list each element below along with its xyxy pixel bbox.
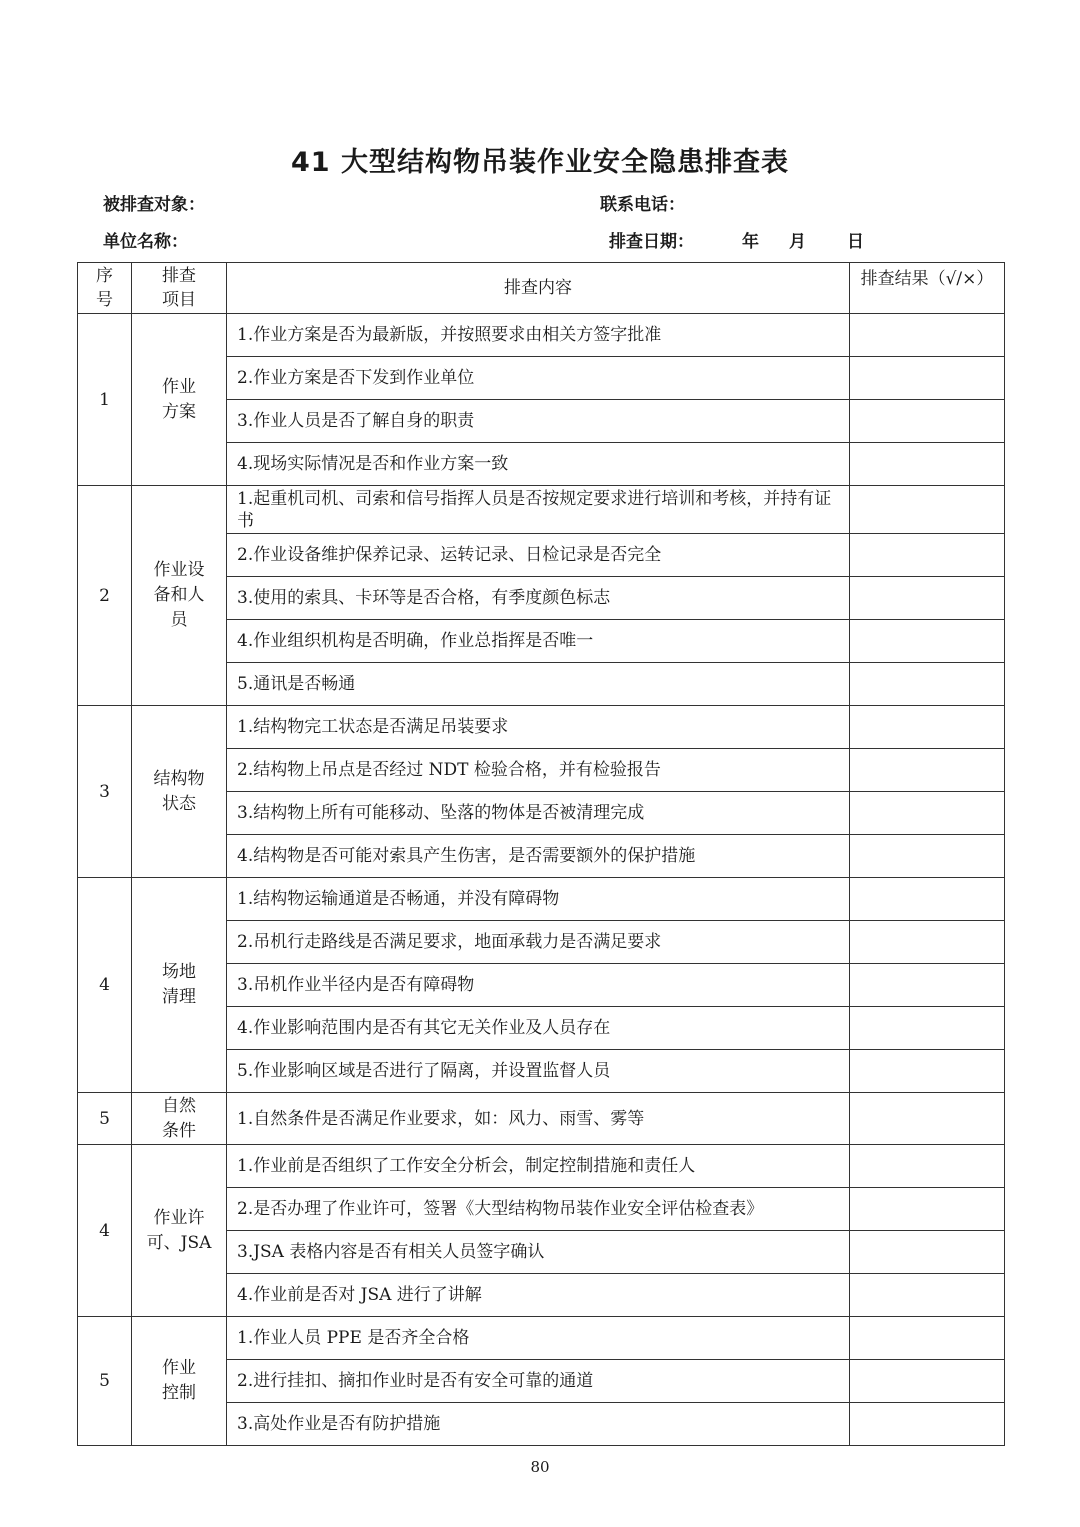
row-content: 3.结构物上所有可能移动、坠落的物体是否被清理完成: [227, 792, 850, 835]
date-label: 排查日期：: [609, 232, 694, 252]
row-seq: 5: [78, 1093, 132, 1145]
row-content: 1.作业前是否组织了工作安全分析会，制定控制措施和责任人: [227, 1145, 850, 1188]
row-item: 作业控制: [132, 1317, 227, 1446]
result-cell[interactable]: [850, 534, 1005, 577]
result-cell[interactable]: [850, 749, 1005, 792]
result-cell[interactable]: [850, 1188, 1005, 1231]
row-item: 场地清理: [132, 878, 227, 1093]
row-seq: 2: [78, 486, 132, 706]
result-cell[interactable]: [850, 400, 1005, 443]
row-content: 3.使用的索具、卡环等是否合格，有季度颜色标志: [227, 577, 850, 620]
row-content: 3.JSA 表格内容是否有相关人员签字确认: [227, 1231, 850, 1274]
row-content: 4.作业前是否对 JSA 进行了讲解: [227, 1274, 850, 1317]
date-month: 月: [789, 232, 806, 252]
header-content: 排查内容: [227, 263, 850, 314]
phone-label: 联系电话：: [600, 195, 685, 215]
result-cell[interactable]: [850, 921, 1005, 964]
row-content: 4.现场实际情况是否和作业方案一致: [227, 443, 850, 486]
result-cell[interactable]: [850, 620, 1005, 663]
result-cell[interactable]: [850, 1317, 1005, 1360]
page-number: 80: [530, 1458, 550, 1476]
row-seq: 3: [78, 706, 132, 878]
row-content: 2.作业方案是否下发到作业单位: [227, 357, 850, 400]
row-seq: 5: [78, 1317, 132, 1446]
row-content: 2.是否办理了作业许可，签署《大型结构物吊装作业安全评估检查表》: [227, 1188, 850, 1231]
table-row: [78, 314, 1005, 357]
row-content: 1.作业人员 PPE 是否齐全合格: [227, 1317, 850, 1360]
result-cell[interactable]: [850, 486, 1005, 534]
header-seq: 序号: [78, 263, 132, 314]
row-item: 作业许可、JSA: [132, 1145, 227, 1317]
row-item: 作业方案: [132, 314, 227, 486]
row-content: 1.自然条件是否满足作业要求，如：风力、雨雪、雾等: [227, 1093, 850, 1145]
inspection-table: [77, 262, 1005, 1446]
result-cell[interactable]: [850, 964, 1005, 1007]
header-result: 排查结果（√/×）: [850, 263, 1005, 314]
inspected-object-label: 被排查对象：: [103, 195, 205, 215]
page-title: 41 大型结构物吊装作业安全隐患排查表: [291, 147, 789, 178]
row-content: 5.通讯是否畅通: [227, 663, 850, 706]
result-cell[interactable]: [850, 1360, 1005, 1403]
result-cell[interactable]: [850, 792, 1005, 835]
result-cell[interactable]: [850, 1145, 1005, 1188]
table-row: [78, 1317, 1005, 1360]
result-cell[interactable]: [850, 706, 1005, 749]
row-content: 3.吊机作业半径内是否有障碍物: [227, 964, 850, 1007]
date-day: 日: [847, 232, 864, 252]
row-content: 1.结构物完工状态是否满足吊装要求: [227, 706, 850, 749]
row-content: 2.作业设备维护保养记录、运转记录、日检记录是否完全: [227, 534, 850, 577]
row-item: 自然条件: [132, 1093, 227, 1145]
row-content: 3.作业人员是否了解自身的职责: [227, 400, 850, 443]
result-cell[interactable]: [850, 1231, 1005, 1274]
result-cell[interactable]: [850, 1274, 1005, 1317]
result-cell[interactable]: [850, 1403, 1005, 1446]
table-row: [78, 486, 1005, 534]
table-row: [78, 706, 1005, 749]
row-seq: 4: [78, 1145, 132, 1317]
row-content: 1.结构物运输通道是否畅通，并没有障碍物: [227, 878, 850, 921]
result-cell[interactable]: [850, 1093, 1005, 1145]
result-cell[interactable]: [850, 878, 1005, 921]
result-cell[interactable]: [850, 357, 1005, 400]
result-cell[interactable]: [850, 1050, 1005, 1093]
result-cell[interactable]: [850, 1007, 1005, 1050]
result-cell[interactable]: [850, 835, 1005, 878]
row-content: 2.结构物上吊点是否经过 NDT 检验合格，并有检验报告: [227, 749, 850, 792]
table-row: [78, 1145, 1005, 1188]
row-item: 作业设备和人员: [132, 486, 227, 706]
row-content: 1.起重机司机、司索和信号指挥人员是否按规定要求进行培训和考核，并持有证书: [227, 486, 850, 534]
row-content: 2.进行挂扣、摘扣作业时是否有安全可靠的通道: [227, 1360, 850, 1403]
result-cell[interactable]: [850, 443, 1005, 486]
row-content: 4.结构物是否可能对索具产生伤害，是否需要额外的保护措施: [227, 835, 850, 878]
table-row: [78, 878, 1005, 921]
result-cell[interactable]: [850, 314, 1005, 357]
row-content: 4.作业组织机构是否明确，作业总指挥是否唯一: [227, 620, 850, 663]
date-year: 年: [742, 232, 759, 252]
row-content: 2.吊机行走路线是否满足要求，地面承载力是否满足要求: [227, 921, 850, 964]
row-content: 5.作业影响区域是否进行了隔离，并设置监督人员: [227, 1050, 850, 1093]
row-item: 结构物状态: [132, 706, 227, 878]
row-content: 4.作业影响范围内是否有其它无关作业及人员存在: [227, 1007, 850, 1050]
row-seq: 4: [78, 878, 132, 1093]
row-content: 3.高处作业是否有防护措施: [227, 1403, 850, 1446]
result-cell[interactable]: [850, 663, 1005, 706]
unit-name-label: 单位名称：: [103, 232, 188, 252]
header-item: 排查项目: [132, 263, 227, 314]
result-cell[interactable]: [850, 577, 1005, 620]
row-content: 1.作业方案是否为最新版，并按照要求由相关方签字批准: [227, 314, 850, 357]
table-row: [78, 1093, 1005, 1145]
row-seq: 1: [78, 314, 132, 486]
